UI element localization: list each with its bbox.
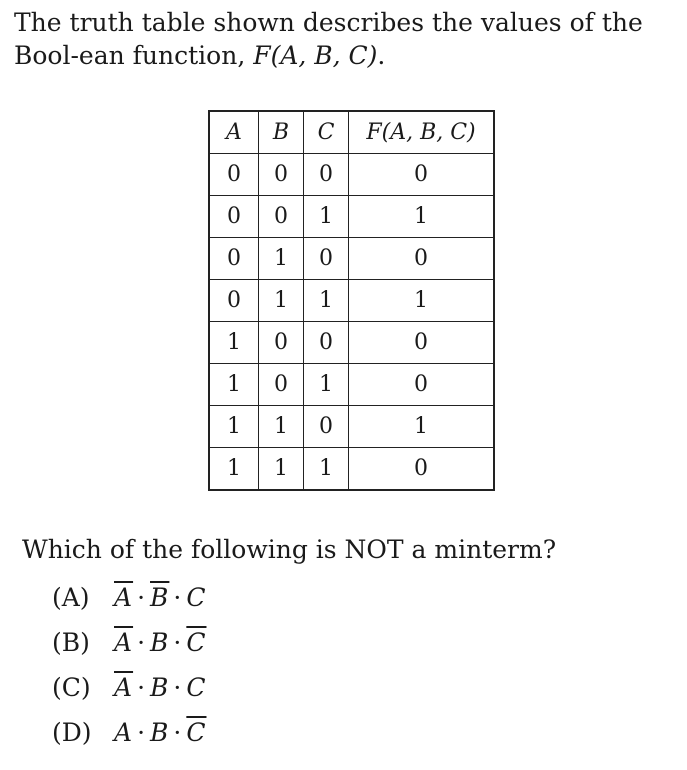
truth-table (208, 110, 495, 491)
choice-letter: (B) (52, 628, 90, 657)
cell-c: 1 (304, 448, 349, 491)
term-b: B (150, 718, 170, 747)
choice-letter: (A) (52, 583, 90, 612)
cell-f: 1 (349, 196, 495, 238)
and-operator: · (173, 718, 183, 747)
cell-a: 1 (209, 364, 259, 406)
cell-c: 1 (304, 364, 349, 406)
cell-b: 1 (259, 280, 304, 322)
cell-b: 0 (259, 154, 304, 196)
header-f: F(A, B, C) (349, 111, 495, 154)
cell-b: 1 (259, 406, 304, 448)
cell-f: 0 (349, 238, 495, 280)
and-operator: · (137, 718, 147, 747)
and-operator: · (137, 583, 147, 612)
cell-f: 1 (349, 280, 495, 322)
table-row (209, 154, 494, 196)
table-row (209, 280, 494, 322)
term-b: $\overline{B}$ (150, 583, 170, 612)
intro-text: The truth table shown describes the values of the Bool-ean function, (14, 8, 643, 70)
cell-c: 1 (304, 280, 349, 322)
cell-b: 0 (259, 322, 304, 364)
intro-paragraph (14, 6, 679, 72)
cell-a: 0 (209, 196, 259, 238)
cell-f: 0 (349, 154, 495, 196)
table-row (209, 238, 494, 280)
cell-b: 0 (259, 364, 304, 406)
term-c: C (186, 583, 207, 612)
choice-d (52, 713, 206, 758)
cell-c: 0 (304, 238, 349, 280)
header-a: A (209, 111, 259, 154)
cell-a: 0 (209, 154, 259, 196)
header-c: C (304, 111, 349, 154)
term-a: $\overline{A}$ (114, 583, 134, 612)
cell-c: 0 (304, 154, 349, 196)
cell-a: 0 (209, 280, 259, 322)
cell-c: 0 (304, 322, 349, 364)
cell-f: 0 (349, 364, 495, 406)
table-row (209, 406, 494, 448)
cell-c: 0 (304, 406, 349, 448)
term-c: $\overline{C}$ (186, 628, 207, 657)
and-operator: · (137, 628, 147, 657)
cell-a: 0 (209, 238, 259, 280)
and-operator: · (173, 583, 183, 612)
choice-b (52, 623, 206, 668)
cell-c: 1 (304, 196, 349, 238)
term-a: $\overline{A}$ (114, 673, 134, 702)
and-operator: · (173, 628, 183, 657)
choice-letter: (D) (52, 718, 92, 747)
header-b: B (259, 111, 304, 154)
cell-b: 1 (259, 238, 304, 280)
choice-c (52, 668, 206, 713)
cell-a: 1 (209, 448, 259, 491)
choice-a (52, 578, 206, 623)
table-row (209, 364, 494, 406)
and-operator: · (173, 673, 183, 702)
answer-choices (52, 578, 206, 758)
cell-a: 1 (209, 406, 259, 448)
term-c: C (186, 673, 207, 702)
cell-b: 0 (259, 196, 304, 238)
truth-table-header-row (209, 111, 494, 154)
intro-period: . (377, 41, 386, 70)
table-row (209, 322, 494, 364)
term-b: B (150, 628, 170, 657)
term-b: B (150, 673, 170, 702)
table-row (209, 196, 494, 238)
choice-expression (114, 583, 206, 612)
choice-expression (114, 673, 206, 702)
choice-expression (114, 628, 206, 657)
term-c: $\overline{C}$ (186, 718, 207, 747)
term-a: $\overline{A}$ (114, 628, 134, 657)
cell-b: 1 (259, 448, 304, 491)
question-text: Which of the following is NOT a minterm? (22, 535, 557, 564)
and-operator: · (137, 673, 147, 702)
choice-expression (114, 718, 206, 747)
cell-a: 1 (209, 322, 259, 364)
choice-letter: (C) (52, 673, 91, 702)
function-name: F(A, B, C) (253, 41, 378, 70)
term-a: A (114, 718, 134, 747)
table-row (209, 448, 494, 491)
cell-f: 1 (349, 406, 495, 448)
cell-f: 0 (414, 456, 428, 481)
cell-f: 0 (349, 322, 495, 364)
